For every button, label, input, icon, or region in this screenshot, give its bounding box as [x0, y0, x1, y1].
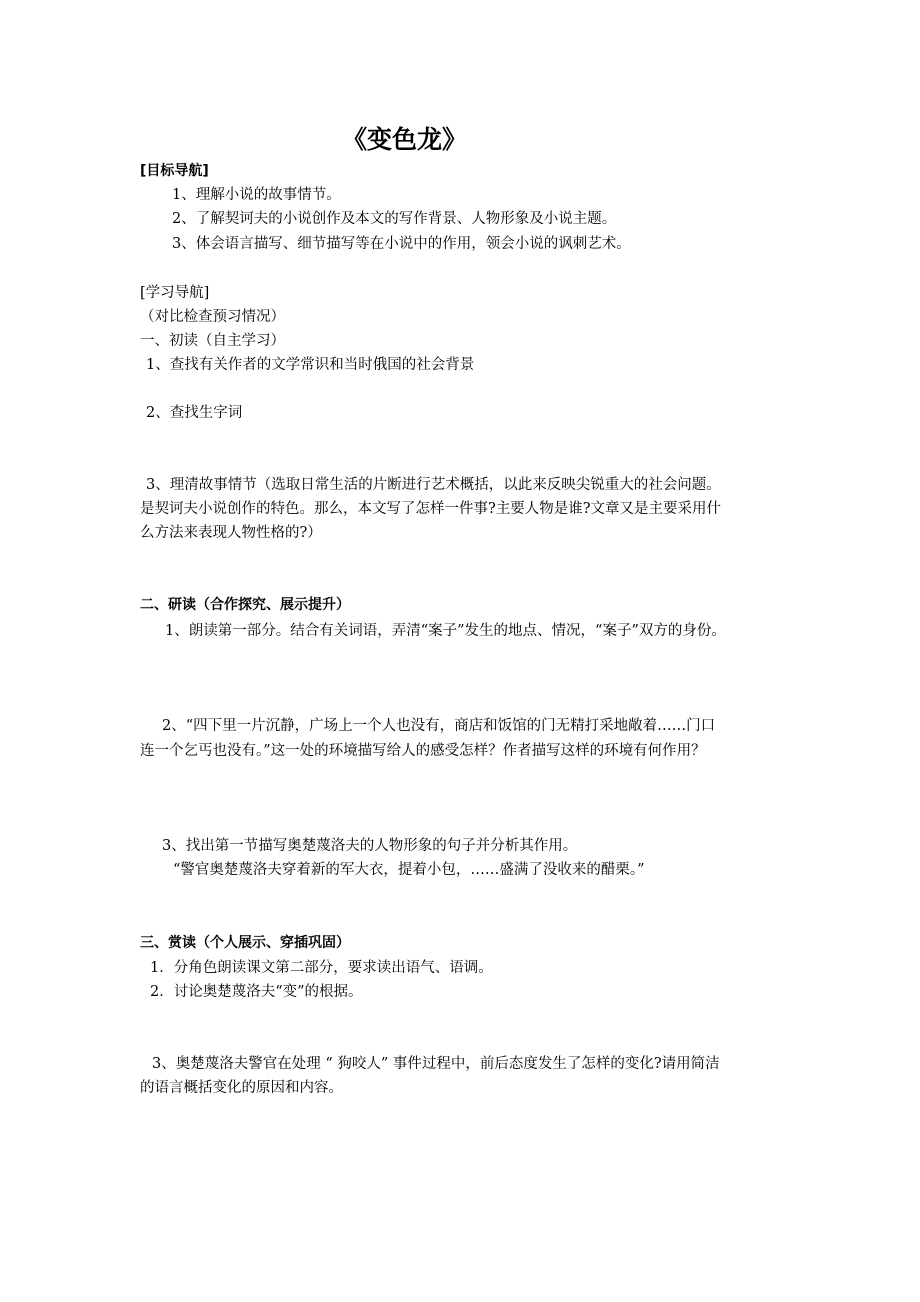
part3-question: 1．分角色朗读课文第二部分，要求读出语气、语调。 — [150, 960, 493, 976]
part1-question: 2、查找生字词 — [146, 405, 243, 421]
part1-question: 1、查找有关作者的文学常识和当时俄国的社会背景 — [146, 357, 475, 373]
part2-question: 1、朗读第一部分。结合有关词语，弄清“案子”发生的地点、情况，“案子”双方的身份。 — [165, 623, 726, 639]
part1-question: 3、理清故事情节（选取日常生活的片断进行艺术概括，以此来反映尖锐重大的社会问题。 — [146, 477, 721, 493]
part2-question-cont: 连一个乞丐也没有。”这一处的环境描写给人的感受怎样？作者描写这样的环境有何作用？ — [140, 743, 706, 759]
part2-quote: “警官奥楚蔑洛夫穿着新的军大衣，提着小包，……盛满了没收来的醋栗。” — [173, 862, 645, 878]
goal-item: 1、理解小说的故事情节。 — [172, 187, 341, 203]
goals-heading: [目标导航] — [140, 163, 209, 179]
part3-question-cont: 的语言概括变化的原因和内容。 — [140, 1080, 343, 1096]
study-subheading: （对比检查预习情况） — [140, 309, 285, 325]
part2-question: 3、找出第一节描写奥楚蔑洛夫的人物形象的句子并分析其作用。 — [162, 838, 578, 854]
study-heading: [学习导航] — [140, 285, 210, 301]
part3-question: 3、奥楚蔑洛夫警官在处理 “ 狗咬人” 事件过程中，前后态度发生了怎样的变化?请用简洁 — [152, 1056, 720, 1072]
document-title: 《变色龙》 — [342, 125, 468, 154]
part2-heading: 二、研读（合作探究、展示提升） — [140, 597, 350, 613]
part1-heading: 一、初读（自主学习） — [140, 333, 285, 349]
goal-item: 2、了解契诃夫的小说创作及本文的写作背景、人物形象及小说主题。 — [172, 211, 617, 227]
part1-question-cont: 么方法来表现人物性格的?） — [140, 525, 322, 541]
part1-question-cont: 是契诃夫小说创作的特色。那么，本文写了怎样一件事?主要人物是谁?文章又是主要采用什 — [140, 501, 722, 517]
part2-question: 2、“四下里一片沉静，广场上一个人也没有，商店和饭馆的门无精打采地敞着……门口 — [162, 718, 716, 734]
part3-question: 2．讨论奥楚蔑洛夫“变”的根据。 — [150, 984, 363, 1000]
part3-heading: 三、赏读（个人展示、穿插巩固） — [140, 935, 350, 951]
goal-item: 3、体会语言描写、细节描写等在小说中的作用，领会小说的讽刺艺术。 — [172, 236, 631, 252]
